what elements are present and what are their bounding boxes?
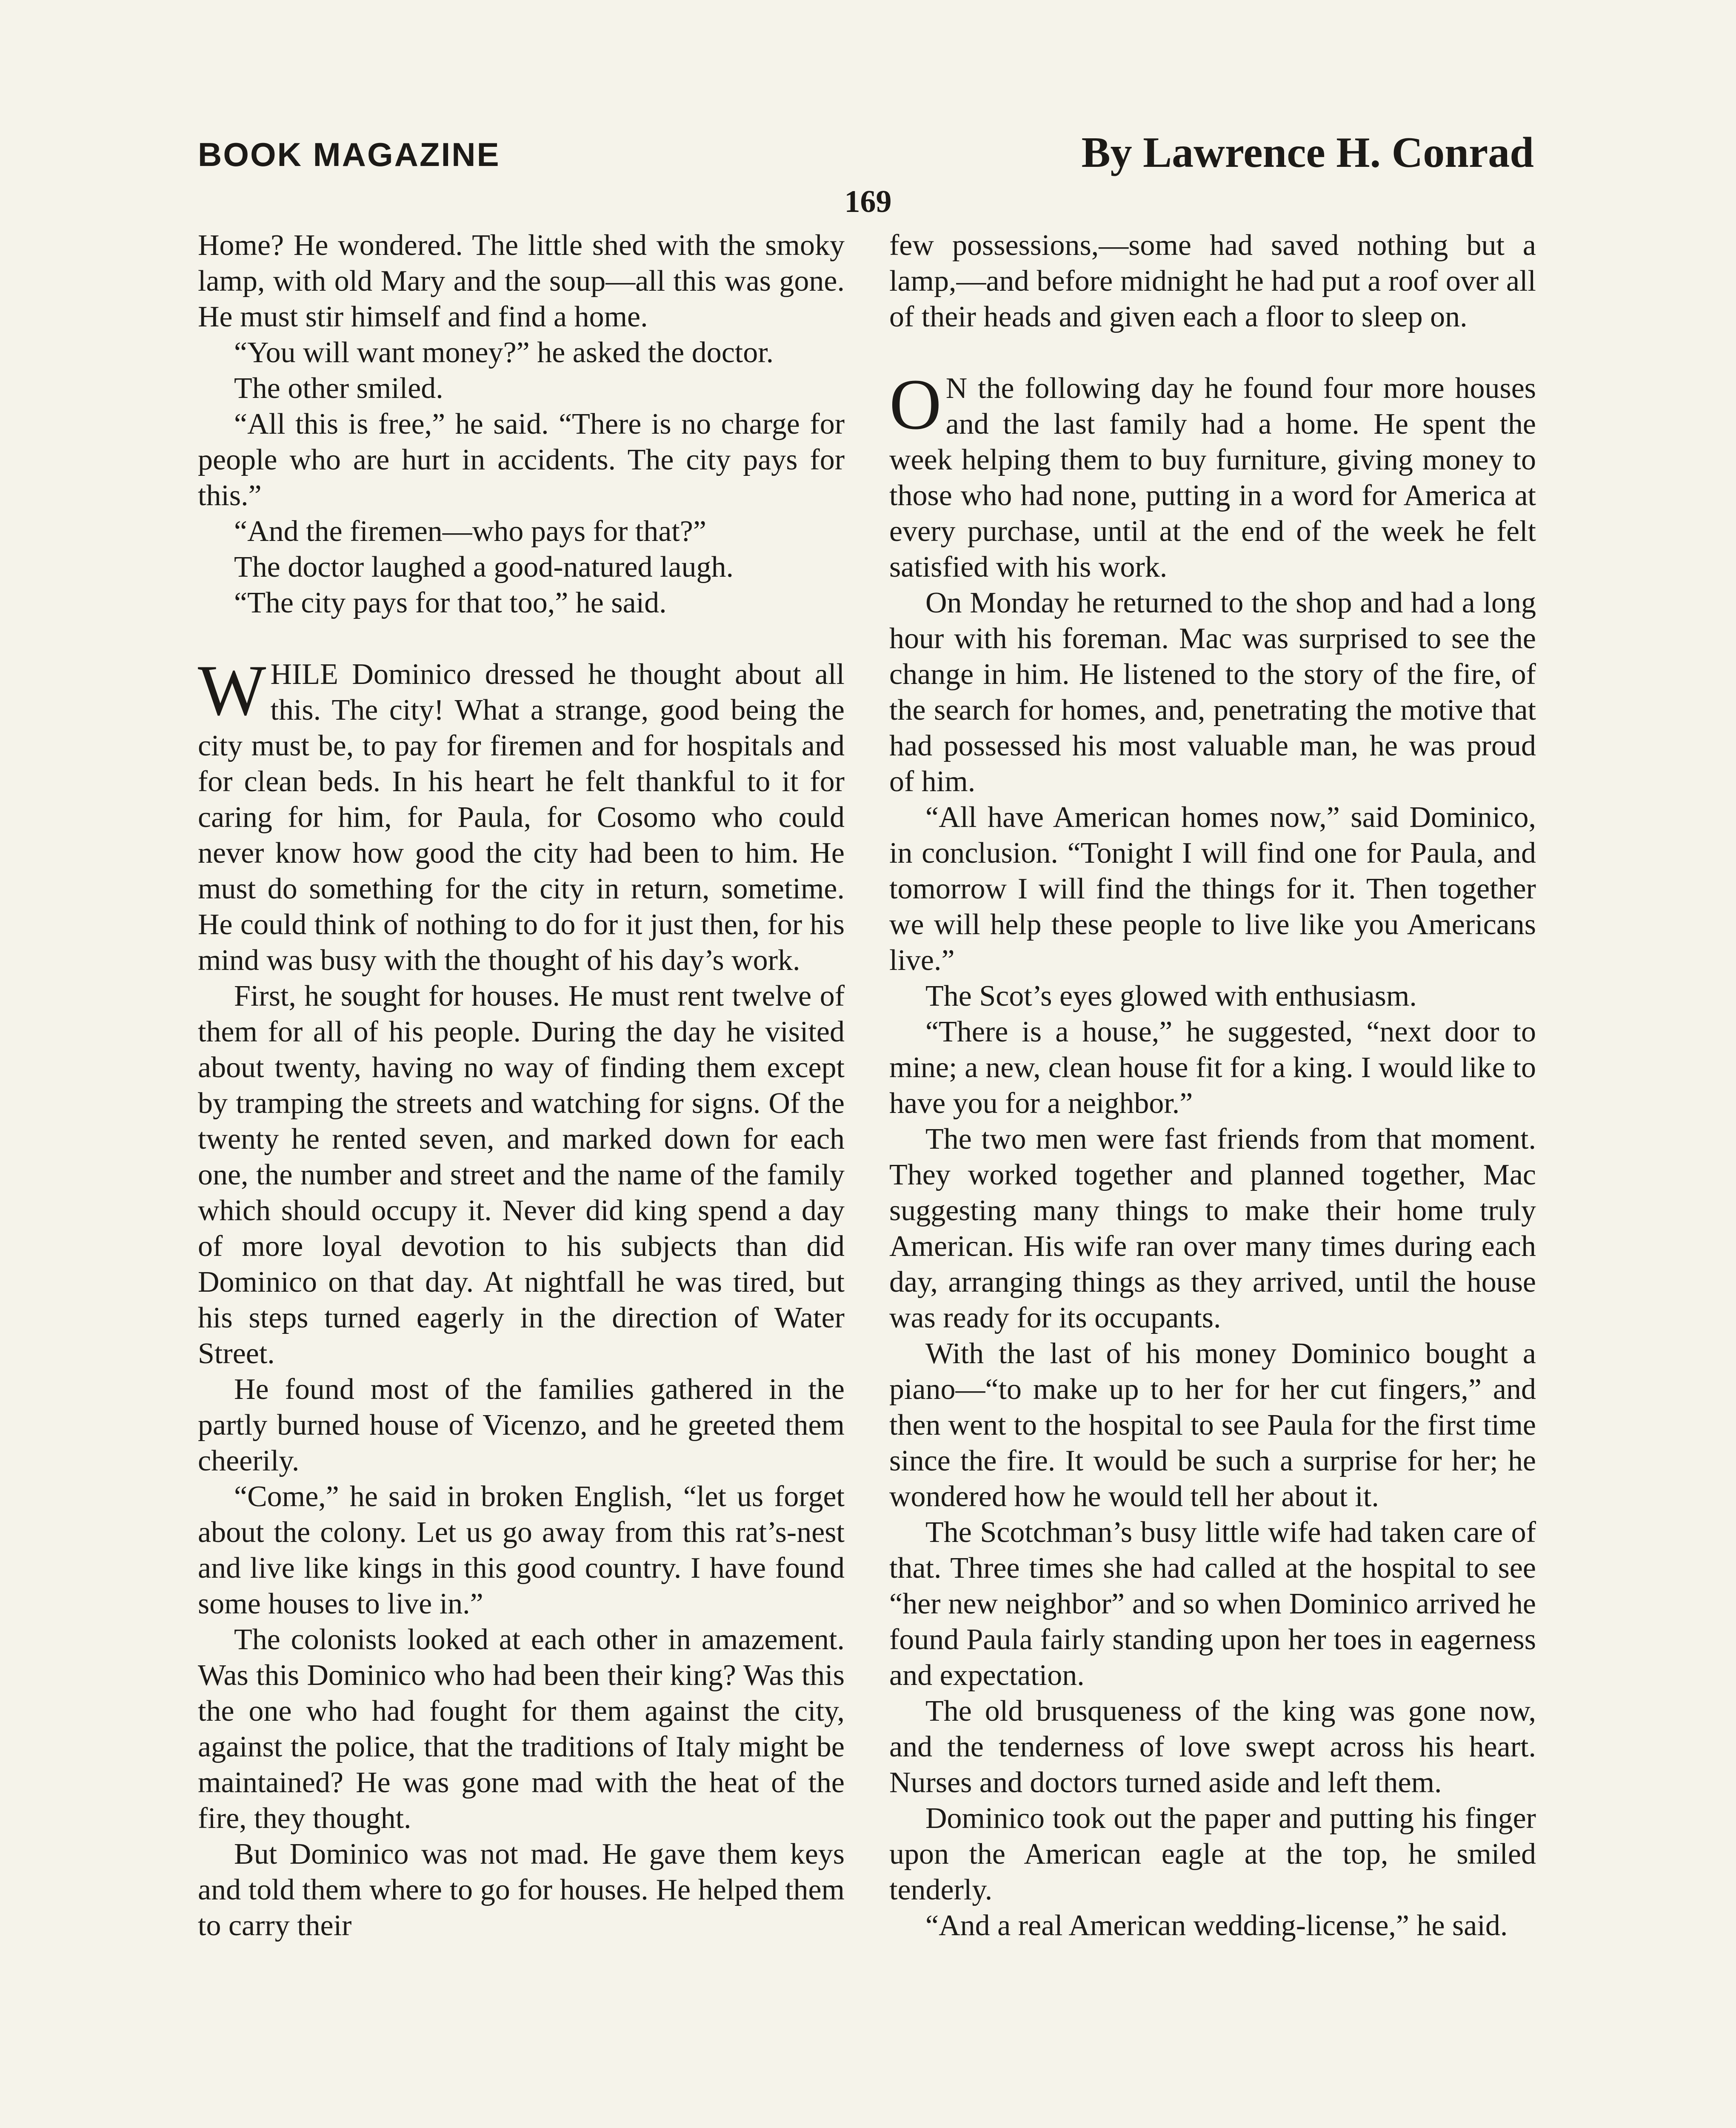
paragraph: On Monday he returned to the shop and had a long hour with his foreman. Mac was surprised to see the change in him. He listened to the story of the fire, of the search for homes, and, penetrating the motive that had possessed his most valuable man, he was proud of him.	[889, 586, 1536, 798]
drop-cap: O	[889, 364, 942, 444]
paragraph: With the last of his money Dominico bought a piano—“to make up to her for her cut fingers,” and then went to the hospital to see Paula for the first time since the fire. It would be such a surprise for her; he wondered how he would tell her about it.	[889, 1337, 1536, 1513]
opening-continuation: about all this. The city! What a strange, good being the city must be, to pay for firemen and for hospitals and for clean beds. In his heart he felt thankful to it for caring for him, for Paula, for Cosomo who could never know how good the city had been to him. He must do something for the city in return, sometime. He could think of nothing to do for it just then, for his mind was busy with the thought of his day’s work.	[198, 658, 845, 977]
paragraph: Dominico took out the paper and putting his finger upon the American eagle at the top, he smiled tenderly.	[889, 1802, 1536, 1906]
paragraph: The old brusqueness of the king was gone now, and the tenderness of love swept across his heart. Nurses and doctors turned aside and left them.	[889, 1695, 1536, 1799]
paragraph: “All have American homes now,” said Dominico, in conclusion. “Tonight I will find one for Paula, and tomorrow I will find the things for it. Then together we will help these people to live like you Americans live.”	[889, 801, 1536, 977]
byline: By Lawrence H. Conrad	[1081, 129, 1534, 177]
paragraph: Home? He wondered. The little shed with the smoky lamp, with old Mary and the soup—all this was gone. He must stir himself and find a home.	[198, 229, 845, 333]
paragraph: “There is a house,” he suggested, “next door to mine; a new, clean house fit for a king. I would like to have you for a neighbor.”	[889, 1015, 1536, 1120]
paragraph: The Scot’s eyes glowed with enthusiasm.	[925, 980, 1417, 1013]
paragraph: few possessions,—some had saved nothing but a lamp,—and before midnight he had put a roof over all of their heads and given each a floor to sleep on.	[889, 229, 1536, 333]
paragraph: “And a real American wedding-license,” he said.	[925, 1909, 1508, 1942]
opening-text: Dominico dressed he thought	[352, 658, 721, 691]
drop-cap: W	[198, 650, 266, 730]
paragraph: The colonists looked at each other in amazement. Was this Dominico who had been their king? Was this the one who had fought for them against the city, against the police, that the traditions of Italy might be maintained? He was gone mad with the heat of the fire, they thought.	[198, 1623, 845, 1835]
paragraph: He found most of the families gathered in the partly burned house of Vicenzo, and he greeted them cheerily.	[198, 1373, 845, 1477]
opening-continuation: houses and the last family had a home. He spent the week helping them to buy furniture, giving money to those who had none, putting in a word for America at every purchase, until at the end of the week he felt satisfied with his work.	[889, 372, 1536, 583]
drop-cap-rest: N	[945, 372, 968, 405]
section-opening-paragraph	[889, 364, 1536, 585]
paragraph: The two men were fast friends from that moment. They worked together and planned together, Mac suggesting many things to make their home truly American. His wife ran over many times during each day, arranging things as they arrived, until the house was ready for its occupants.	[889, 1123, 1536, 1334]
paragraph: First, he sought for houses. He must rent twelve of them for all of his people. During the day he visited about twenty, having no way of finding them except by tramping the streets and watching for signs. Of the twenty he rented seven, and marked down for each one, the number and street and the name of the family which should occupy it. Never did king spend a day of more loyal devotion to his subjects than did Dominico on that day. At nightfall he was tired, but his steps turned eagerly in the direction of Water Street.	[198, 980, 845, 1370]
drop-cap-rest: HILE	[270, 658, 338, 691]
paragraph: The other smiled.	[234, 372, 443, 405]
right-column	[889, 228, 1536, 1944]
page-number: 169	[844, 184, 892, 219]
running-head-title: BOOK MAGAZINE	[198, 136, 500, 173]
paragraph: The Scotchman’s busy little wife had taken care of that. Three times she had called at the hospital to see “her new neighbor” and so when Dominico arrived he found Paula fairly standing upon her toes in eagerness and expectation.	[889, 1516, 1536, 1692]
paragraph: “The city pays for that too,” he said.	[234, 586, 667, 619]
opening-text: the following day he found four more	[978, 372, 1445, 405]
paragraph: The doctor laughed a good-natured laugh.	[234, 551, 734, 583]
section-opening-paragraph	[198, 650, 845, 978]
paragraph: “All this is free,” he said. “There is no charge for people who are hurt in accidents. The city pays for this.”	[198, 408, 845, 512]
paragraph: “And the firemen—who pays for that?”	[234, 515, 706, 548]
paragraph: But Dominico was not mad. He gave them keys and told them where to go for houses. He helped them to carry their	[198, 1838, 845, 1942]
paragraph: “Come,” he said in broken English, “let us forget about the colony. Let us go away from this rat’s-nest and live like kings in this good country. I have found some houses to live in.”	[198, 1480, 845, 1620]
left-column	[198, 228, 845, 1944]
paragraph: “You will want money?” he asked the doctor.	[234, 336, 774, 369]
